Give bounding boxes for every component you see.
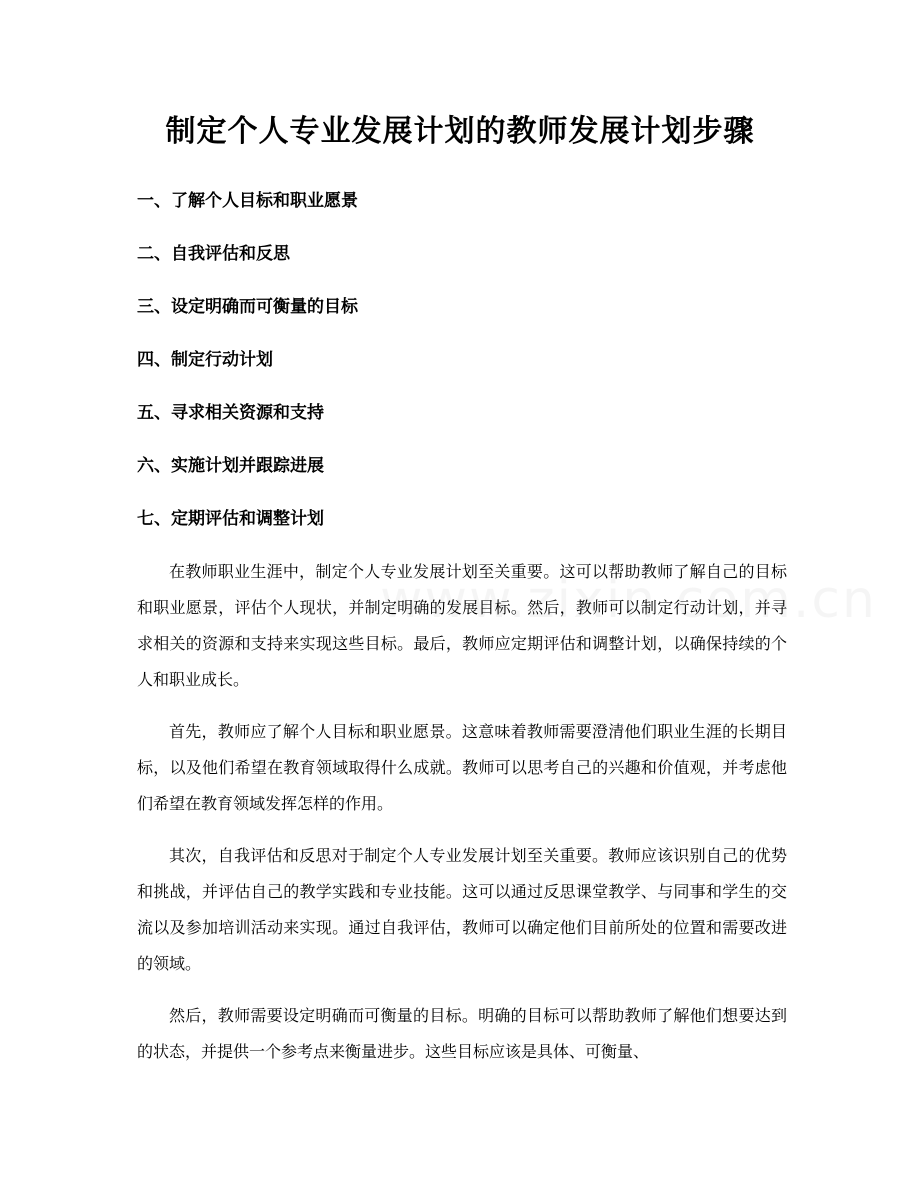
section-heading-4: 四、制定行动计划 (137, 350, 273, 370)
section-heading-5: 五、寻求相关资源和支持 (137, 403, 324, 423)
section-heading-6: 六、实施计划并跟踪进展 (137, 456, 324, 476)
section-heading-1: 一、了解个人目标和职业愿景 (137, 191, 358, 211)
paragraph-second: 其次，自我评估和反思对于制定个人专业发展计划至关重要。教师应该识别自己的优势和挑战，并评估自己的教学实践和专业技能。这可以通过反思课堂教学、与同事和学生的交流以及参加培训活动来实现。通过自我评估，教师可以确定他们目前所处的位置和需要改进的领域。 (137, 846, 787, 973)
paragraph-first: 首先，教师应了解个人目标和职业愿景。这意味着教师需要澄清他们职业生涯的长期目标，以及他们希望在教育领域取得什么成就。教师可以思考自己的兴趣和价值观，并考虑他们希望在教育领域发挥怎样的作用。 (137, 722, 787, 813)
section-heading-7: 七、定期评估和调整计划 (137, 509, 324, 529)
section-heading-2: 二、自我评估和反思 (137, 244, 290, 264)
paragraph-third: 然后，教师需要设定明确而可衡量的目标。明确的目标可以帮助教师了解他们想要达到的状态，并提供一个参考点来衡量进步。这些目标应该是具体、可衡量、 (137, 1006, 787, 1061)
section-heading-3: 三、设定明确而可衡量的目标 (137, 297, 358, 317)
paragraph-intro: 在教师职业生涯中，制定个人专业发展计划至关重要。这可以帮助教师了解自己的目标和职业愿景，评估个人现状，并制定明确的发展目标。然后，教师可以制定行动计划，并寻求相关的资源和支持来实现这些目标。最后，教师应定期评估和调整计划，以确保持续的个人和职业成长。 (137, 562, 787, 689)
section-heading-list (137, 183, 787, 554)
body-text (137, 554, 787, 1086)
page-title: 制定个人专业发展计划的教师发展计划步骤 (165, 114, 755, 149)
